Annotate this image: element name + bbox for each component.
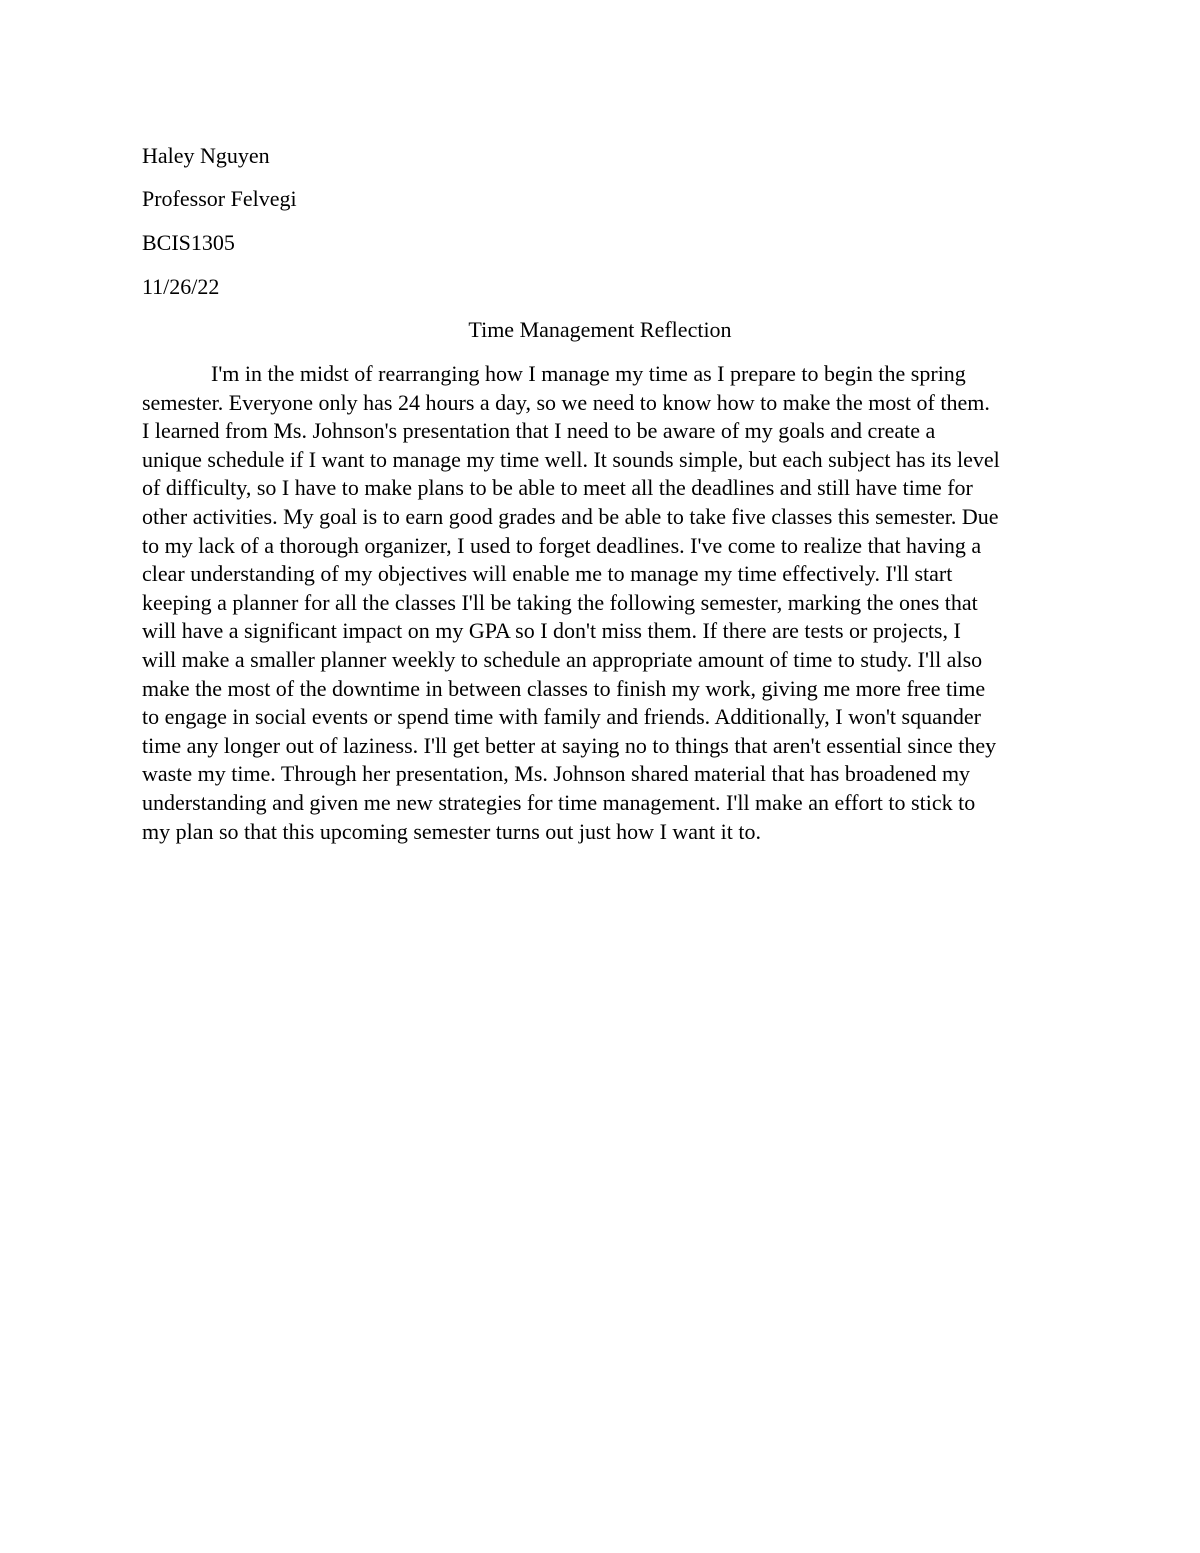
body-line: of difficulty, so I have to make plans to be able to meet all the deadlines and still have time for: [142, 475, 973, 501]
body-line: I'm in the midst of rearranging how I manage my time as I prepare to begin the spring: [211, 361, 966, 386]
body-line: will make a smaller planner weekly to schedule an appropriate amount of time to study. I'll also: [142, 646, 983, 672]
body-line: to engage in social events or spend time with family and friends. Additionally, I won't squander: [142, 704, 981, 730]
body-line: unique schedule if I want to manage my time well. It sounds simple, but each subject has its level: [142, 446, 1000, 472]
body-line: to my lack of a thorough organizer, I used to forget deadlines. I've come to realize that having a: [142, 532, 982, 558]
body-paragraph: [142, 360, 1072, 846]
course-code: BCIS1305: [142, 230, 235, 255]
body-line: I learned from Ms. Johnson's presentation that I need to be aware of my goals and create a: [142, 418, 936, 444]
body-line: understanding and given me new strategies for time management. I'll make an effort to stick to: [142, 789, 976, 815]
body-line: clear understanding of my objectives will enable me to manage my time effectively. I'll start: [142, 561, 953, 587]
professor-name: Professor Felvegi: [142, 186, 297, 211]
body-line: will have a significant impact on my GPA so I don't miss them. If there are tests or projects, I: [142, 618, 961, 644]
body-line: other activities. My goal is to earn good grades and be able to take five classes this semester. Due: [142, 503, 999, 529]
body-line: my plan so that this upcoming semester turns out just how I want it to.: [142, 818, 761, 844]
body-line: make the most of the downtime in between classes to finish my work, giving me more free time: [142, 675, 986, 701]
author-name: Haley Nguyen: [142, 143, 270, 168]
body-line: semester. Everyone only has 24 hours a day, so we need to know how to make the most of them.: [142, 389, 990, 415]
body-line: waste my time. Through her presentation, Ms. Johnson shared material that has broadened my: [142, 761, 971, 787]
document-date: 11/26/22: [142, 274, 220, 299]
body-line: time any longer out of laziness. I'll get better at saying no to things that aren't essential since they: [142, 732, 997, 758]
body-line: keeping a planner for all the classes I'll be taking the following semester, marking the ones that: [142, 589, 978, 615]
document-title: Time Management Reflection: [468, 317, 732, 342]
